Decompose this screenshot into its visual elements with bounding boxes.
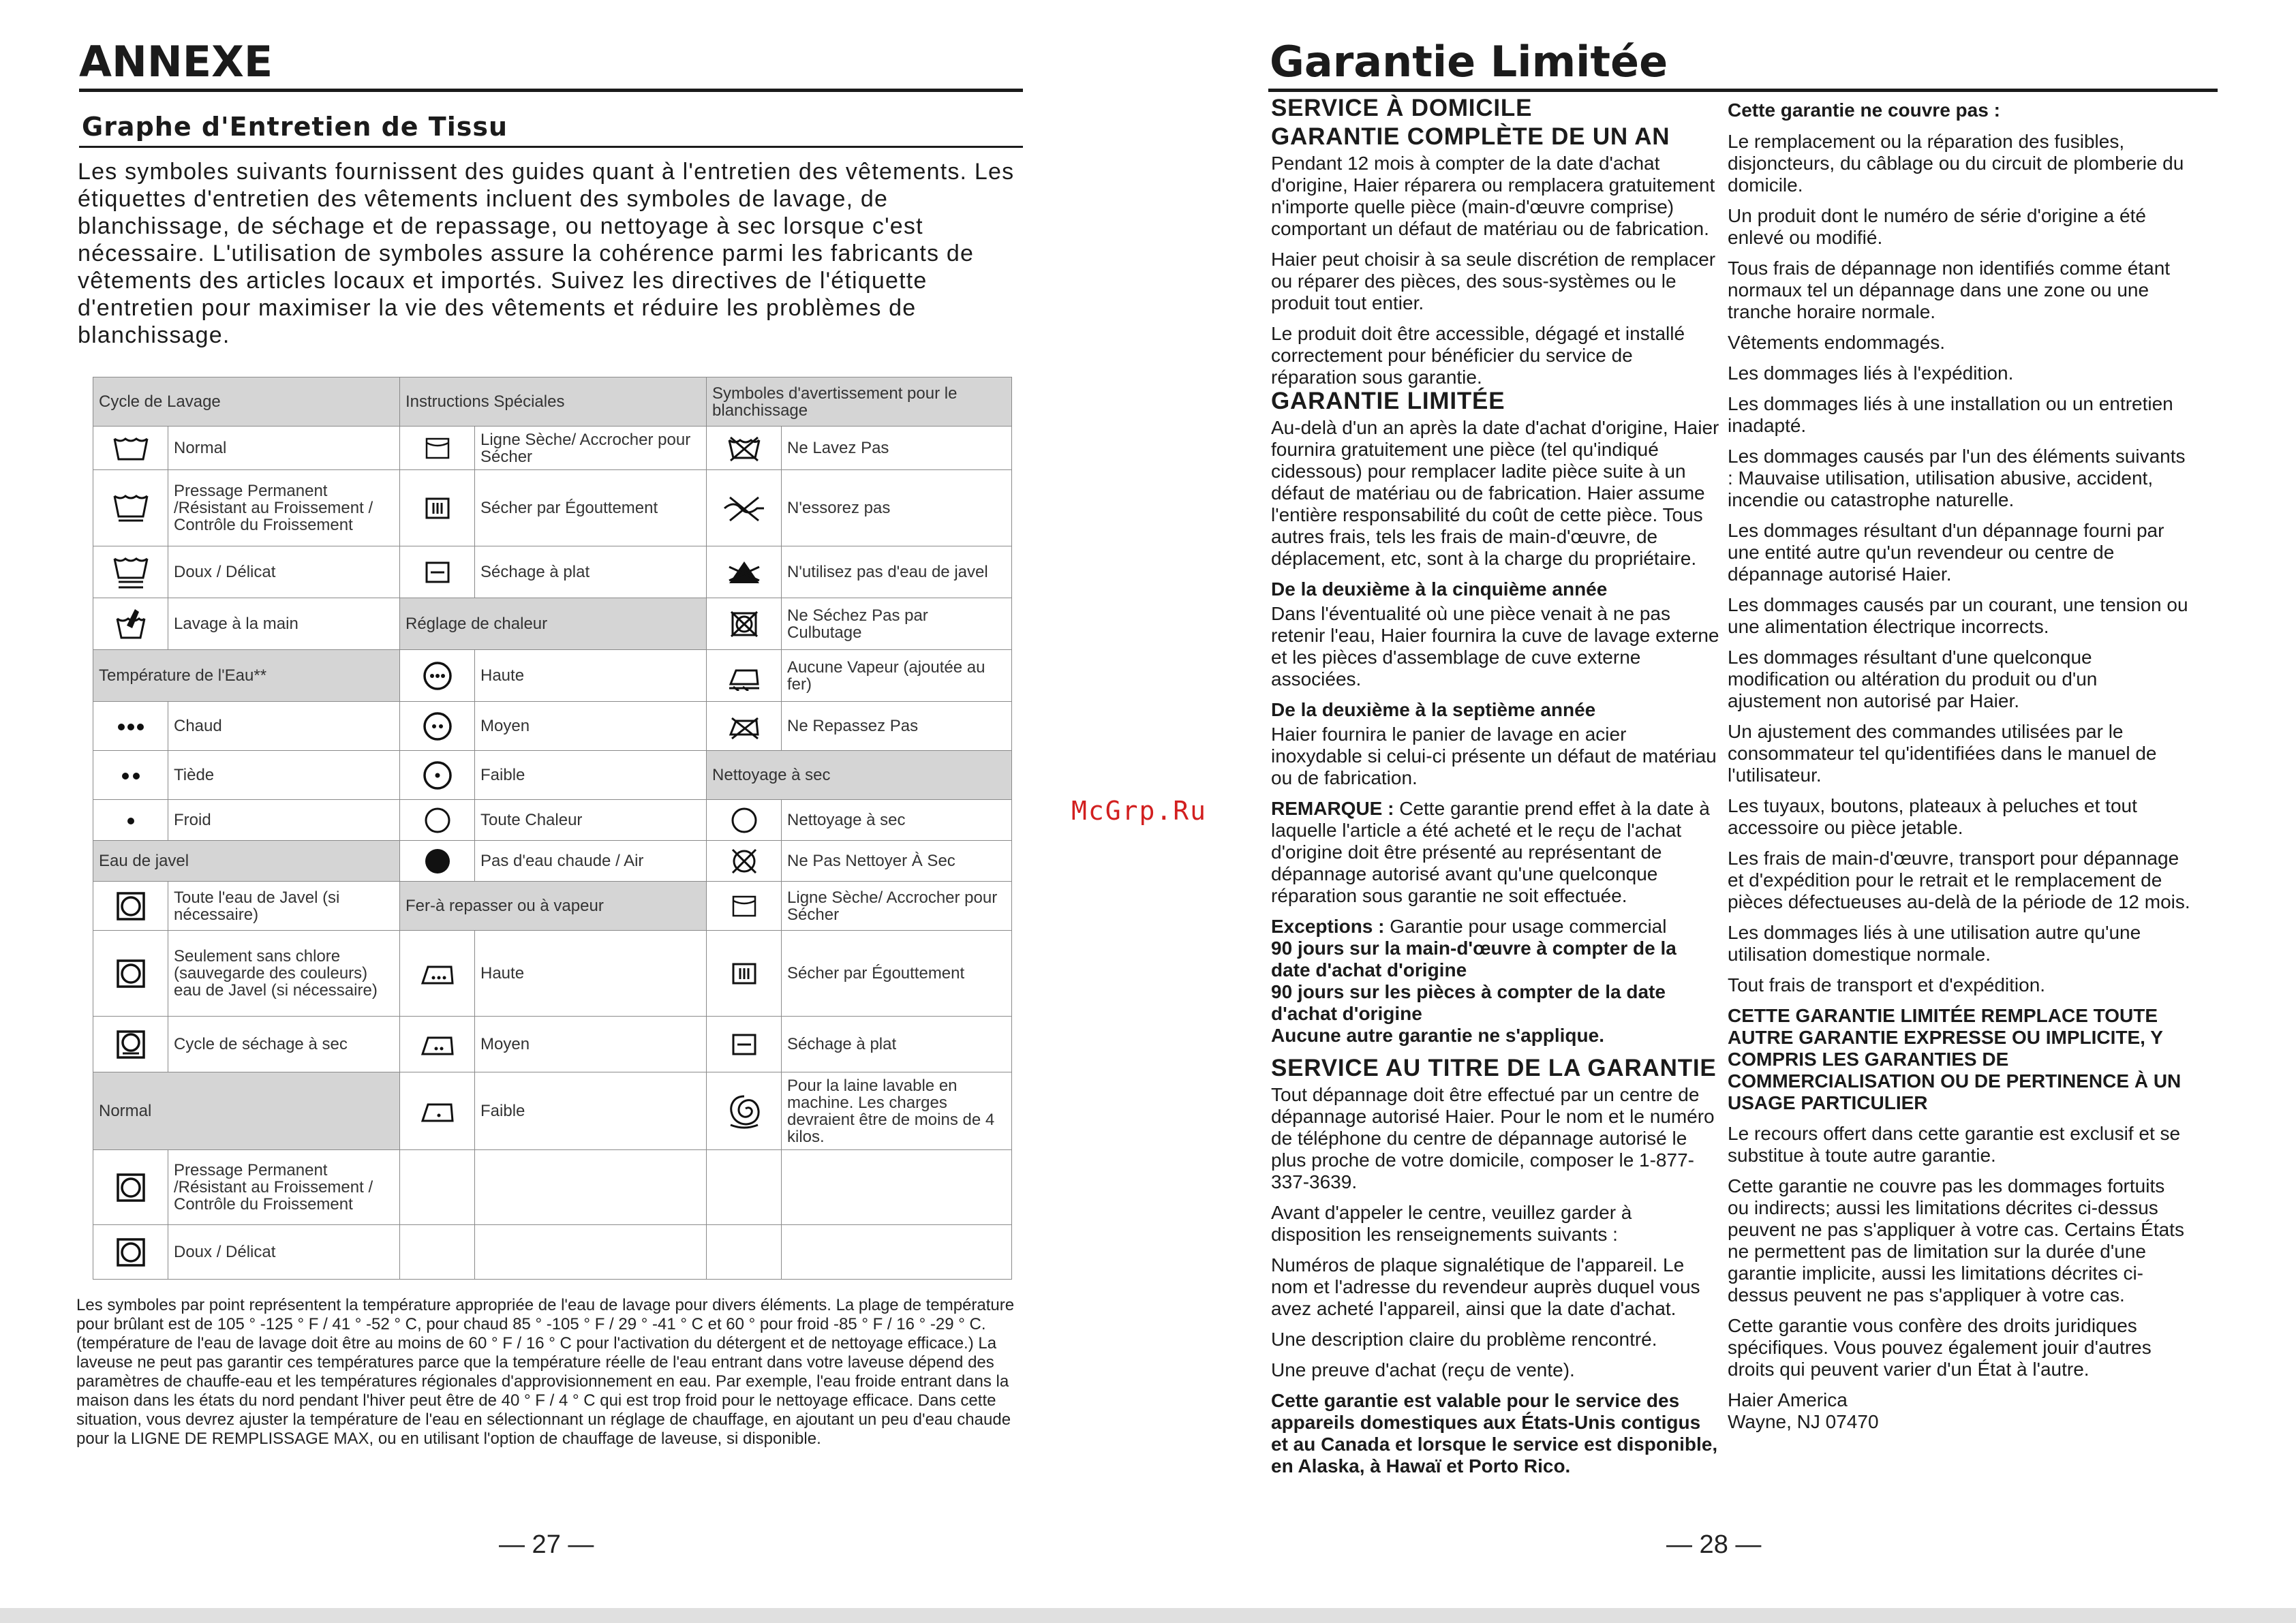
no-bleach-label: N'utilisez pas d'eau de javel: [782, 546, 1012, 598]
limited-warranty-heading: GARANTIE LIMITÉE: [1271, 388, 1505, 414]
not-covered-item: Les dommages liés à l'expédition.: [1728, 362, 2014, 384]
tumble-dry-any-icon: [93, 882, 168, 931]
water-cold-label: Froid: [168, 800, 400, 841]
table-row: [93, 751, 1012, 800]
table-row: [93, 427, 1012, 470]
full-warranty-text: Pendant 12 mois à compter de la date d'achat d'origine, Haier réparera ou remplacera gratuitement n'importe quelle pièce (main-d'œuvre comprise) comportant un défaut de matériau ou de fabrication.: [1271, 153, 1715, 239]
not-covered-item: Un ajustement des commandes utilisées par le consommateur tel qu'identifiées dans le manuel de l'utilisateur.: [1728, 721, 2157, 786]
not-covered-item: Tout frais de transport et d'expédition.: [1728, 974, 2046, 995]
not-covered-item: Un produit dont le numéro de série d'origine a été enlevé ou modifié.: [1728, 205, 2146, 248]
not-covered-heading: Cette garantie ne couvre pas :: [1728, 99, 2000, 121]
not-covered-item: Les dommages résultant d'une quelconque modification ou altération du produit ou d'un ajustement non autorisé par Haier.: [1728, 647, 2098, 711]
exceptions-text: Garantie pour usage commercial: [1390, 916, 1667, 937]
iron-medium-icon: [400, 1017, 475, 1072]
warranty-column-2: [1728, 95, 2191, 1442]
company-address: Wayne, NJ 07470: [1728, 1411, 1879, 1432]
normal-header: Normal: [93, 1072, 400, 1150]
water-hot-label: Chaud: [168, 702, 400, 751]
remarque-label: REMARQUE :: [1271, 798, 1394, 819]
empty-cell: [782, 1150, 1012, 1225]
table-row: [93, 650, 1012, 702]
drip-dry-icon: [707, 931, 782, 1017]
iron-high-label: Haute: [475, 931, 707, 1017]
page-number-28: — 28 —: [1666, 1530, 1762, 1559]
do-not-dry-clean-icon: [707, 841, 782, 882]
table-row: [93, 1072, 1012, 1150]
special-instructions-header: Instructions Spéciales: [400, 377, 707, 427]
bleach-non-chlorine-label: Seulement sans chlore (sauvegarde des couleurs) eau de Javel (si nécessaire): [168, 931, 400, 1017]
iron-low-label: Faible: [475, 1072, 707, 1150]
dry-flat-label: Séchage à plat: [475, 546, 707, 598]
warranty-title: Garantie Limitée: [1270, 37, 1668, 87]
do-not-iron-icon: [707, 702, 782, 751]
water-warm-label: Tiède: [168, 751, 400, 800]
legal-rights-text: Cette garantie vous confère des droits juridiques spécifiques. Vous pouvez également jouir d'autres droits qui peuvent varier d'un État à l'autre.: [1728, 1315, 2152, 1380]
footnote-temperature: Les symboles par point représentent la température appropriée de l'eau de lavage pour divers éléments. La plage de température pour brûlant est de 105 ° -125 ° F / 41 ° -52 ° C, pour chaud 85 ° -105 ° F / 29 ° -41 ° C et 60 ° pour froid -85 ° F / 16 ° -29 ° C.: [76, 1296, 1015, 1333]
table-row: [93, 800, 1012, 841]
intro-paragraph: Les symboles suivants fournissent des guides quant à l'entretien des vêtements. Les étiquettes d'entretien des vêtements incluent des symboles de lavage, de blanchissage, de séchage et de repassage, ou nettoyage à sec lorsque c'est nécessaire. L'utilisation de symboles assure la cohérence parmi les fabricants de vêtements des articles locaux et importés. Suivez les directives de l'étiquette d'entretien pour maximiser la vie des vêtements et réduire les problèmes de blanchissage.: [78, 159, 1015, 348]
not-covered-item: Les tuyaux, boutons, plateaux à peluches et tout accessoire ou pièce jetable.: [1728, 795, 2137, 838]
before-calling-text: Avant d'appeler le centre, veuillez garder à disposition les renseignements suivants :: [1271, 1202, 1632, 1245]
not-covered-item: Le remplacement ou la réparation des fusibles, disjoncteurs, du câblage ou du circuit de plomberie du domicile.: [1728, 131, 2184, 196]
tumble-dry-cycle-icon: [93, 1017, 168, 1072]
tumble-dry-non-chlorine-icon: [93, 931, 168, 1017]
iron-low-icon: [400, 1072, 475, 1150]
footnote-water: (température de l'eau de lavage doit être au moins de 60 ° F / 16 ° C pour l'activation du détergent et de nettoyage efficace.) La laveuse ne peut pas garantir ces températures parce que la température réelle de l'eau entrant dans votre laveuse dépend des paramètres de chauffe-eau et les températures régionales d'approvisionnement en eau. Par exemple, l'eau froide entrant dans la maison dans les états du nord pendant l'hiver peut être de 40 ° F / 4 ° C qui est trop froid pour le nettoyage efficace. Dans cette situation, vous devrez ajuster la température de l'eau en sélectionnant un réglage de chauffage, en ajoutant un peu d'eau chaude pour la LIGNE DE REMPLISSAGE MAX, ou en utilisant l'option de chauffage de laveuse, si disponible.: [76, 1334, 1011, 1448]
heat-any-label: Toute Chaleur: [475, 800, 707, 841]
exclusive-remedy-text: Le recours offert dans cette garantie est exclusif et se substitue à toute autre garantie.: [1728, 1123, 2181, 1166]
page-number-27: — 27 —: [499, 1530, 594, 1559]
wool-label: Pour la laine lavable en machine. Les charges devraient être de moins de 4 kilos.: [782, 1072, 1012, 1150]
table-row: [93, 841, 1012, 882]
wash-normal-label: Normal: [168, 427, 400, 470]
line-dry-label: Ligne Sèche/ Accrocher pour Sécher: [475, 427, 707, 470]
warranty-service-heading: SERVICE AU TITRE DE LA GARANTIE: [1271, 1055, 1717, 1081]
company-name: Haier America: [1728, 1389, 1848, 1410]
dry-flat-label: Séchage à plat: [782, 1017, 1012, 1072]
tumble-dry-permanent-press-icon: [93, 1150, 168, 1225]
proof-of-purchase-text: Une preuve d'achat (reçu de vente).: [1271, 1359, 1575, 1380]
table-row: [93, 1225, 1012, 1280]
watermark: McGrp.Ru: [1071, 796, 1208, 826]
warranty-service-text: Tout dépannage doit être effectué par un centre de dépannage autorisé Haier. Pour le nom et le numéro de téléphone du centre de dépannage autorisé le plus proche de votre domicile, composer le 1-877-337-3639.: [1271, 1084, 1715, 1192]
not-covered-item: Les dommages causés par un courant, une tension ou une alimentation électrique incorrects.: [1728, 594, 2188, 637]
not-covered-item: Les dommages causés par l'un des éléments suivants : Mauvaise utilisation, utilisation abusive, accident, incendie ou catastrophe naturelle.: [1728, 446, 2186, 510]
table-header-row: [93, 377, 1012, 427]
drip-dry-icon: [400, 470, 475, 546]
dry-clean-header: Nettoyage à sec: [707, 751, 1012, 800]
warranty-replaces-caps: CETTE GARANTIE LIMITÉE REMPLACE TOUTE AUTRE GARANTIE EXPRESSE OU IMPLICITE, Y COMPRIS LES GARANTIES DE COMMERCIALISATION OU DE PERTINENCE À UN USAGE PARTICULIER: [1728, 1005, 2182, 1113]
dry-delicate-label: Doux / Délicat: [168, 1225, 400, 1280]
hand-wash-icon: [93, 598, 168, 650]
empty-cell: [707, 1150, 782, 1225]
years-2-5-text: Dans l'éventualité où une pièce venait à ne pas retenir l'eau, Haier fournira la cuve de lavage externe et les pièces d'assemblage de cuve externe associées.: [1271, 603, 1719, 690]
no-heat-air-icon: [400, 841, 475, 882]
warranty-column-1: [1271, 95, 1721, 1486]
empty-cell: [475, 1150, 707, 1225]
exception-parts: 90 jours sur les pièces à compter de la date d'achat d'origine: [1271, 981, 1666, 1024]
wash-cycle-header: Cycle de Lavage: [93, 377, 400, 427]
table-row: [93, 1017, 1012, 1072]
do-not-dry-clean-label: Ne Pas Nettoyer À Sec: [782, 841, 1012, 882]
annexe-title: ANNEXE: [79, 37, 273, 87]
table-row: [93, 702, 1012, 751]
problem-description-text: Une description claire du problème rencontré.: [1271, 1329, 1657, 1350]
exceptions-line: [1271, 916, 1721, 938]
exception-none: Aucune autre garantie ne s'applique.: [1271, 1025, 1604, 1046]
no-steam-icon: [707, 650, 782, 702]
table-row: [93, 882, 1012, 931]
dry-clean-label: Nettoyage à sec: [782, 800, 1012, 841]
iron-header: Fer-à repasser ou à vapeur: [400, 882, 707, 931]
empty-cell: [782, 1225, 1012, 1280]
do-not-wash-label: Ne Lavez Pas: [782, 427, 1012, 470]
heat-medium-label: Moyen: [475, 702, 707, 751]
coverage-area-text: Cette garantie est valable pour le service des appareils domestiques aux États-Unis contigus et au Canada et lorsque le service est disponible, en Alaska, à Hawaï et Porto Rico.: [1271, 1390, 1718, 1477]
iron-high-icon: [400, 931, 475, 1017]
limited-warranty-text: Au-delà d'un an après la date d'achat d'origine, Haier fournira gratuitement une pièce (tel qu'indiqué cidessous) pour remplacer ladite pièce suite à un défaut de matériau ou de fabrication. Haier assume l'entière responsabilité du coût de cette pièce. Tous autres frais, tels les frais de main-d'œuvre, de déplacement, etc, sont à la charge du propriétaire.: [1271, 417, 1719, 569]
do-not-wash-icon: [707, 427, 782, 470]
not-covered-list: [1728, 131, 2191, 996]
not-covered-item: Tous frais de dépannage non identifiés comme étant normaux tel un dépannage dans une zone ou une tranche horaire normale.: [1728, 258, 2171, 322]
bleach-any-label: Toute l'eau de Javel (si nécessaire): [168, 882, 400, 931]
do-not-tumble-dry-label: Ne Séchez Pas par Culbutage: [782, 598, 1012, 650]
empty-cell: [475, 1225, 707, 1280]
hand-wash-label: Lavage à la main: [168, 598, 400, 650]
wash-normal-icon: [93, 427, 168, 470]
years-2-7-heading: De la deuxième à la septième année: [1271, 699, 1596, 720]
title-rule: [79, 89, 1023, 92]
exception-labor: 90 jours sur la main-d'œuvre à compter de la date d'achat d'origine: [1271, 938, 1677, 980]
not-covered-item: Les dommages liés à une utilisation autre qu'une utilisation domestique normale.: [1728, 922, 2141, 965]
heat-setting-header: Réglage de chaleur: [400, 598, 707, 650]
do-not-wring-icon: [707, 470, 782, 546]
line-dry-icon: [400, 427, 475, 470]
home-service-heading: SERVICE À DOMICILE: [1271, 95, 1533, 121]
wool-icon: [707, 1072, 782, 1150]
dry-flat-icon: [707, 1017, 782, 1072]
do-not-wring-label: N'essorez pas: [782, 470, 1012, 546]
repair-discretion-text: Haier peut choisir à sa seule discrétion de remplacer ou réparer des pièces, des sous-systèmes ou le produit tout entier.: [1271, 249, 1716, 313]
table-row: [93, 1150, 1012, 1225]
no-heat-air-label: Pas d'eau chaude / Air: [475, 841, 707, 882]
empty-cell: [400, 1150, 475, 1225]
not-covered-item: Les dommages résultant d'un dépannage fourni par une entité autre qu'un revendeur ou centre de dépannage autorisé Haier.: [1728, 520, 2164, 585]
tumble-dry-delicate-icon: [93, 1225, 168, 1280]
wash-delicate-icon: [93, 546, 168, 598]
table-footnotes: [76, 1296, 1017, 1449]
years-2-7-text: Haier fournira le panier de lavage en acier inoxydable si celui-ci présente un défaut de matériau ou de fabrication.: [1271, 724, 1717, 788]
heat-any-icon: [400, 800, 475, 841]
water-temp-header: Température de l'Eau**: [93, 650, 400, 702]
fabric-care-subtitle: Graphe d'Entretien de Tissu: [82, 112, 508, 142]
dry-permanent-press-label: Pressage Permanent /Résistant au Froissement / Contrôle du Froissement: [168, 1150, 400, 1225]
subtitle-rule: [79, 146, 1023, 148]
table-row: [93, 598, 1012, 650]
line-dry-icon: [707, 882, 782, 931]
table-row: [93, 470, 1012, 546]
page-28: [1251, 0, 2239, 1623]
iron-medium-label: Moyen: [475, 1017, 707, 1072]
no-steam-label: Aucune Vapeur (ajoutée au fer): [782, 650, 1012, 702]
do-not-iron-label: Ne Repassez Pas: [782, 702, 1012, 751]
wash-permanent-press-icon: [93, 470, 168, 546]
full-warranty-heading: GARANTIE COMPLÈTE DE UN AN: [1271, 123, 1670, 150]
exceptions-label: Exceptions :: [1271, 916, 1385, 937]
dry-clean-icon: [707, 800, 782, 841]
table-row: [93, 546, 1012, 598]
do-not-tumble-dry-icon: [707, 598, 782, 650]
heat-high-icon: [400, 650, 475, 702]
drip-dry-label: Sécher par Égouttement: [475, 470, 707, 546]
no-bleach-icon: [707, 546, 782, 598]
heat-high-label: Haute: [475, 650, 707, 702]
water-cold-icon: [93, 800, 168, 841]
bleach-header: Eau de javel: [93, 841, 400, 882]
empty-cell: [400, 1225, 475, 1280]
heat-low-icon: [400, 751, 475, 800]
warranty-title-rule: [1268, 89, 2218, 92]
drip-dry-label: Sécher par Égouttement: [782, 931, 1012, 1017]
page-27: [0, 0, 1090, 1623]
heat-low-label: Faible: [475, 751, 707, 800]
remarque-note: [1271, 798, 1721, 907]
dry-flat-icon: [400, 546, 475, 598]
wash-permanent-press-label: Pressage Permanent /Résistant au Froissement / Contrôle du Froissement: [168, 470, 400, 546]
years-2-5-heading: De la deuxième à la cinquième année: [1271, 578, 1608, 600]
not-covered-item: Les frais de main-d'œuvre, transport pour dépannage et d'expédition pour le retrait et le remplacement de pièces défectueuses au-delà de la période de 12 mois.: [1728, 848, 2190, 912]
not-covered-item: Les dommages liés à une installation ou un entretien inadapté.: [1728, 393, 2173, 436]
rating-plate-text: Numéros de plaque signalétique de l'appareil. Le nom et l'adresse du revendeur auprès duquel vous avez acheté l'appareil, ainsi que la date d'achat.: [1271, 1254, 1700, 1319]
access-requirement-text: Le produit doit être accessible, dégagé et installé correctement pour bénéficier du service de réparation sous garantie.: [1271, 323, 1685, 388]
incidental-damages-text: Cette garantie ne couvre pas les dommages fortuits ou indirects; aussi les limitations décrites ci-dessus peuvent ne pas s'appliquer à votre cas. Certains États ne permettent pas de limitation sur la durée d'une garantie implicite, aussi les limitations décrites ci-dessus peuvent ne pas s'appliquer à votre cas.: [1728, 1175, 2184, 1305]
bottom-scan-edge: [0, 1608, 2296, 1623]
empty-cell: [707, 1225, 782, 1280]
water-warm-icon: [93, 751, 168, 800]
line-dry-label: Ligne Sèche/ Accrocher pour Sécher: [782, 882, 1012, 931]
remarque-text: Cette garantie prend effet à la date à laquelle l'article a été acheté et le reçu de l'achat d'origine doit être présenté au représentant de dépannage autorisé avant qu'une quelconque réparation sous garantie ne soit effectuée.: [1271, 798, 1710, 906]
warning-symbols-header: Symboles d'avertissement pour le blanchissage: [707, 377, 1012, 427]
table-row: [93, 931, 1012, 1017]
dry-cycle-label: Cycle de séchage à sec: [168, 1017, 400, 1072]
fabric-care-table: [93, 377, 1012, 1280]
water-hot-icon: [93, 702, 168, 751]
wash-delicate-label: Doux / Délicat: [168, 546, 400, 598]
heat-medium-icon: [400, 702, 475, 751]
not-covered-item: Vêtements endommagés.: [1728, 332, 1946, 353]
